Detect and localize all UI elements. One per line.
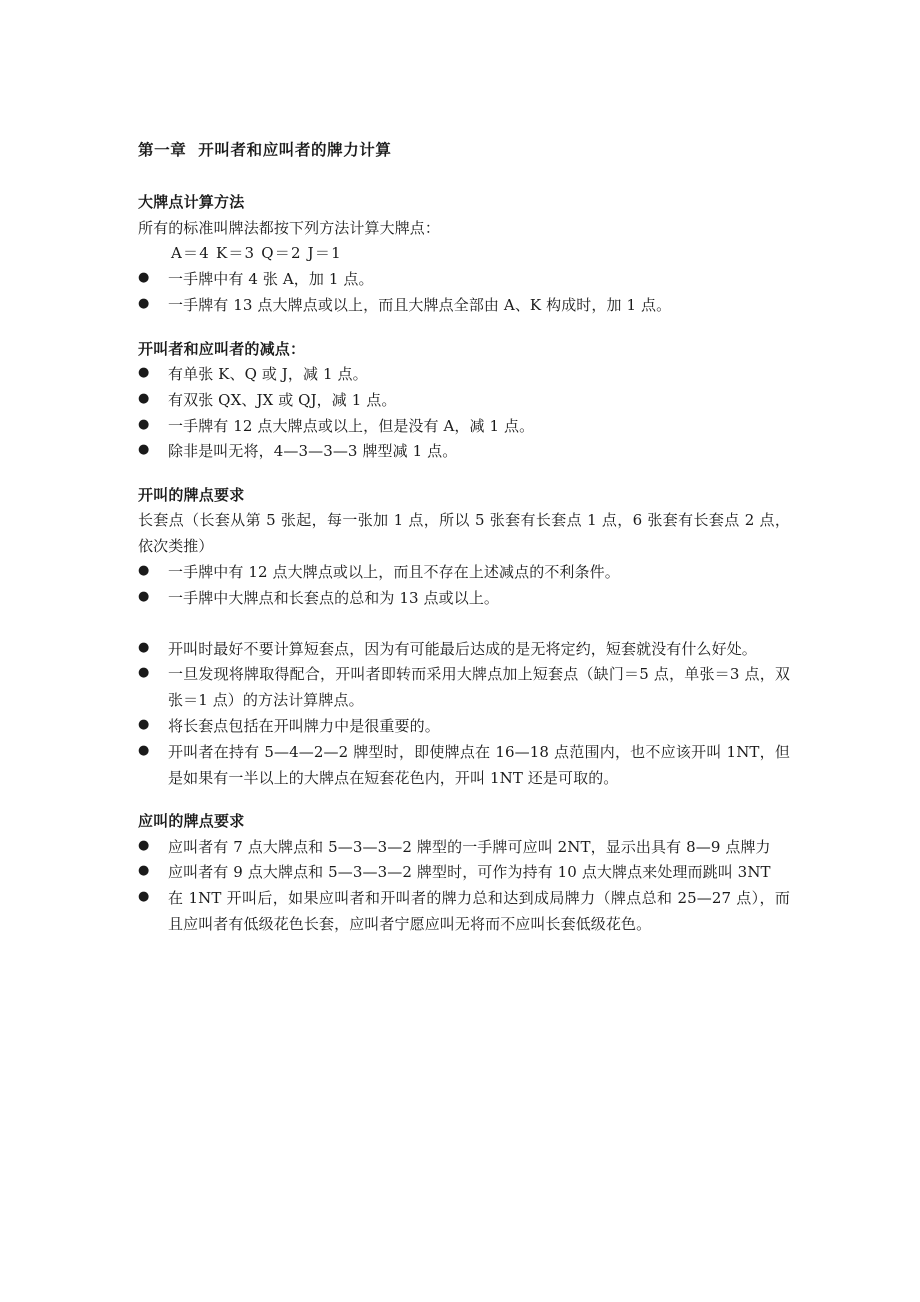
list-item-label: 应叫者有 7 点大牌点和 5—3—3—2 牌型的一手牌可应叫 2NT，显示出具有 8—9 点牌力 bbox=[168, 837, 771, 856]
list-item bbox=[138, 388, 790, 414]
list-item bbox=[138, 414, 790, 440]
bullet-icon: ● bbox=[138, 837, 150, 853]
list-item bbox=[138, 860, 790, 886]
section-heading-hcp-method: 大牌点计算方法 bbox=[138, 193, 245, 212]
list-item bbox=[138, 637, 790, 663]
deductions-bullet-list bbox=[138, 362, 790, 465]
bullet-group-spacer bbox=[138, 612, 790, 637]
bullet-icon: ● bbox=[138, 863, 150, 879]
bullet-icon: ● bbox=[138, 364, 150, 380]
bullet-icon: ● bbox=[138, 665, 150, 681]
list-item-label: 有单张 K、Q 或 J，减 1 点。 bbox=[168, 364, 368, 383]
hcp-intro-paragraph: 所有的标准叫牌法都按下列方法计算大牌点： bbox=[138, 218, 441, 237]
list-item-label: 开叫者在持有 5—4—2—2 牌型时，即使牌点在 16—18 点范围内，也不应该开叫 1NT，但是如果有一半以上的大牌点在短套花色内，开叫 1NT 还是可取的。 bbox=[168, 742, 790, 787]
long-suit-points-paragraph: 长套点（长套从第 5 张起，每一张加 1 点，所以 5 张套有长套点 1 点，6 张套有长套点 2 点，依次类推） bbox=[138, 511, 790, 556]
list-item-label: 应叫者有 9 点大牌点和 5—3—3—2 牌型时，可作为持有 10 点大牌点来处理而跳叫 3NT bbox=[168, 863, 771, 882]
section-spacer bbox=[138, 319, 790, 338]
list-item-label: 一手牌中有 12 点大牌点或以上，而且不存在上述减点的不利条件。 bbox=[168, 562, 620, 581]
list-item bbox=[138, 362, 790, 388]
chapter-title: 第一章 开叫者和应叫者的牌力计算 bbox=[138, 140, 392, 159]
section-responding-requirements bbox=[138, 810, 790, 937]
list-item bbox=[138, 662, 790, 714]
list-item-label: 开叫时最好不要计算短套点，因为有可能最后达成的是无将定约，短套就没有什么好处。 bbox=[168, 639, 757, 658]
bullet-icon: ● bbox=[138, 716, 150, 732]
bullet-icon: ● bbox=[138, 295, 150, 311]
list-item-label: 一旦发现将牌取得配合，开叫者即转而采用大牌点加上短套点（缺门＝5 点，单张＝3 点，双张＝1 点）的方法计算牌点。 bbox=[168, 665, 790, 710]
list-item bbox=[138, 439, 790, 465]
hcp-bonus-bullet-list bbox=[138, 267, 790, 319]
section-deductions bbox=[138, 338, 790, 465]
bullet-icon: ● bbox=[138, 889, 150, 905]
list-item bbox=[138, 586, 790, 612]
opening-bullet-list-primary bbox=[138, 560, 790, 612]
list-item bbox=[138, 835, 790, 861]
document-body bbox=[138, 138, 790, 938]
section-spacer bbox=[138, 791, 790, 810]
list-item-label: 一手牌有 12 点大牌点或以上，但是没有 A，减 1 点。 bbox=[168, 416, 535, 435]
list-item bbox=[138, 293, 790, 319]
responding-bullet-list bbox=[138, 835, 790, 938]
section-heading-responding-requirements: 应叫的牌点要求 bbox=[138, 812, 245, 831]
bullet-icon: ● bbox=[138, 416, 150, 432]
bullet-icon: ● bbox=[138, 270, 150, 286]
list-item bbox=[138, 886, 790, 938]
bullet-icon: ● bbox=[138, 390, 150, 406]
list-item bbox=[138, 740, 790, 792]
list-item-label: 一手牌中大牌点和长套点的总和为 13 点或以上。 bbox=[168, 588, 500, 607]
section-opening-requirements bbox=[138, 484, 790, 791]
list-item-label: 一手牌有 13 点大牌点或以上，而且大牌点全部由 A、K 构成时，加 1 点。 bbox=[168, 295, 672, 314]
list-item-label: 将长套点包括在开叫牌力中是很重要的。 bbox=[168, 716, 440, 735]
list-item-label: 有双张 QX、JX 或 QJ，减 1 点。 bbox=[168, 390, 397, 409]
bullet-icon: ● bbox=[138, 588, 150, 604]
list-item-label: 一手牌中有 4 张 A，加 1 点。 bbox=[168, 270, 374, 289]
bullet-icon: ● bbox=[138, 562, 150, 578]
bullet-icon: ● bbox=[138, 639, 150, 655]
section-heading-deductions: 开叫者和应叫者的减点： bbox=[138, 339, 306, 358]
list-item-label: 在 1NT 开叫后，如果应叫者和开叫者的牌力总和达到成局牌力（牌点总和 25—27 点），而且应叫者有低级花色长套，应叫者宁愿应叫无将而不应叫长套低级花色。 bbox=[168, 889, 790, 933]
list-item bbox=[138, 560, 790, 586]
section-hcp-method bbox=[138, 191, 790, 318]
bullet-icon: ● bbox=[138, 742, 150, 758]
list-item bbox=[138, 714, 790, 740]
section-spacer bbox=[138, 465, 790, 484]
list-item bbox=[138, 267, 790, 293]
bullet-icon: ● bbox=[138, 442, 150, 458]
section-heading-opening-requirements: 开叫的牌点要求 bbox=[138, 486, 245, 505]
hcp-scale-line: A＝4 K＝3 Q＝2 J＝1 bbox=[171, 244, 342, 263]
opening-bullet-list-secondary bbox=[138, 637, 790, 792]
list-item-label: 除非是叫无将，4—3—3—3 牌型减 1 点。 bbox=[168, 442, 458, 461]
